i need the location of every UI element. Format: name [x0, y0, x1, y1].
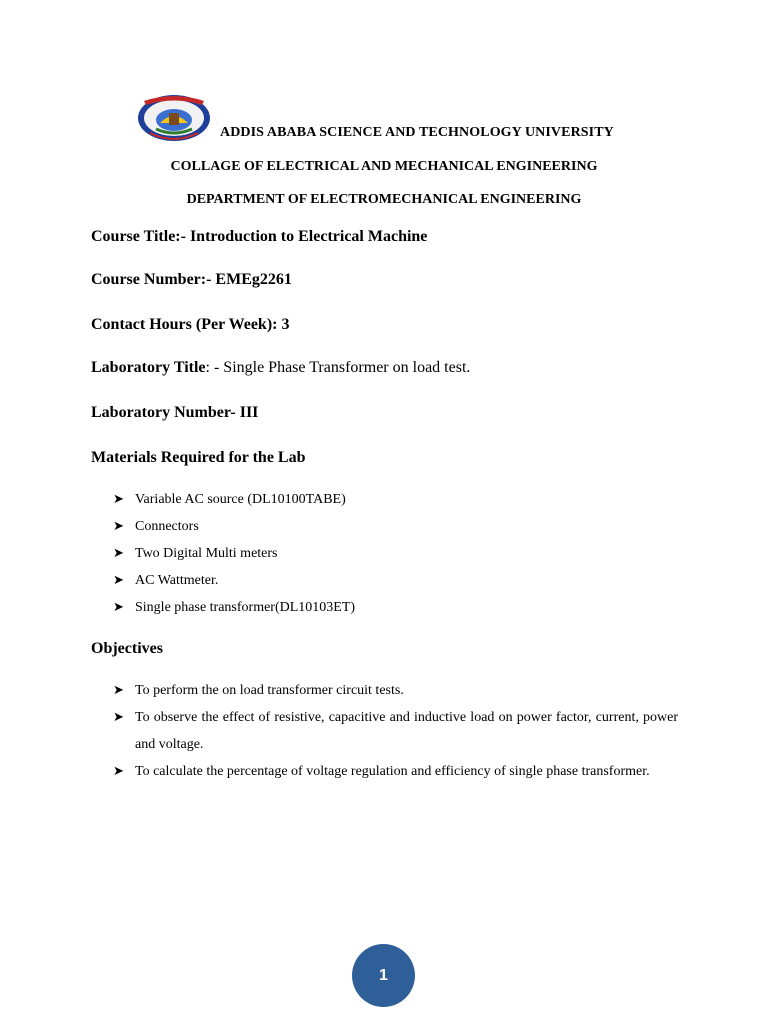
page-number-badge [352, 944, 415, 1007]
university-seal-icon [136, 93, 212, 143]
arrow-bullet-icon: ➤ [113, 710, 124, 725]
arrow-bullet-icon: ➤ [113, 573, 124, 588]
objectives-list [113, 677, 678, 785]
contact-hours-label: Contact Hours (Per Week): [91, 316, 282, 333]
arrow-bullet-icon: ➤ [113, 519, 124, 534]
university-name: ADDIS ABABA SCIENCE AND TECHNOLOGY UNIVERSITY [220, 125, 614, 140]
course-title-line [91, 228, 427, 246]
college-name: COLLAGE OF ELECTRICAL AND MECHANICAL ENGINEERING [170, 159, 598, 174]
lab-title-value: : - Single Phase Transformer on load test. [205, 359, 471, 376]
lab-number-value: - III [230, 404, 259, 421]
list-item: ➤ To perform the on load transformer circuit tests. [113, 677, 678, 704]
arrow-bullet-icon: ➤ [113, 683, 124, 698]
list-item: ➤ Connectors [113, 513, 678, 540]
materials-list [113, 486, 678, 621]
arrow-bullet-icon: ➤ [113, 600, 124, 615]
materials-heading: Materials Required for the Lab [91, 449, 306, 466]
course-title-label: Course Title:- [91, 228, 190, 245]
arrow-bullet-icon: ➤ [113, 764, 124, 779]
arrow-bullet-icon: ➤ [113, 546, 124, 561]
lab-number-line [91, 404, 258, 422]
lab-title-line [91, 359, 470, 377]
department-name: DEPARTMENT OF ELECTROMECHANICAL ENGINEERING [186, 192, 582, 207]
contact-hours-line [91, 316, 289, 334]
list-item: ➤ AC Wattmeter. [113, 567, 678, 594]
course-number-label: Course Number:- [91, 271, 216, 288]
contact-hours-value: 3 [281, 316, 290, 333]
lab-title-label: Laboratory Title [91, 359, 206, 376]
list-item: ➤ Two Digital Multi meters [113, 540, 678, 567]
list-item: ➤ Single phase transformer(DL10103ET) [113, 594, 678, 621]
list-item: ➤ To calculate the percentage of voltage regulation and efficiency of single phase transformer. [113, 758, 678, 785]
list-item: ➤ To observe the effect of resistive, capacitive and inductive load on power factor, current, power and voltage. [113, 704, 678, 758]
course-number-value: EMEg2261 [215, 271, 292, 288]
lab-number-label: Laboratory Number [91, 404, 231, 421]
objectives-heading: Objectives [91, 640, 163, 657]
page-number: 1 [379, 966, 388, 984]
list-item: ➤ Variable AC source (DL10100TABE) [113, 486, 678, 513]
course-number-line [91, 271, 292, 289]
course-title-value: Introduction to Electrical Machine [189, 228, 428, 245]
arrow-bullet-icon: ➤ [113, 492, 124, 507]
